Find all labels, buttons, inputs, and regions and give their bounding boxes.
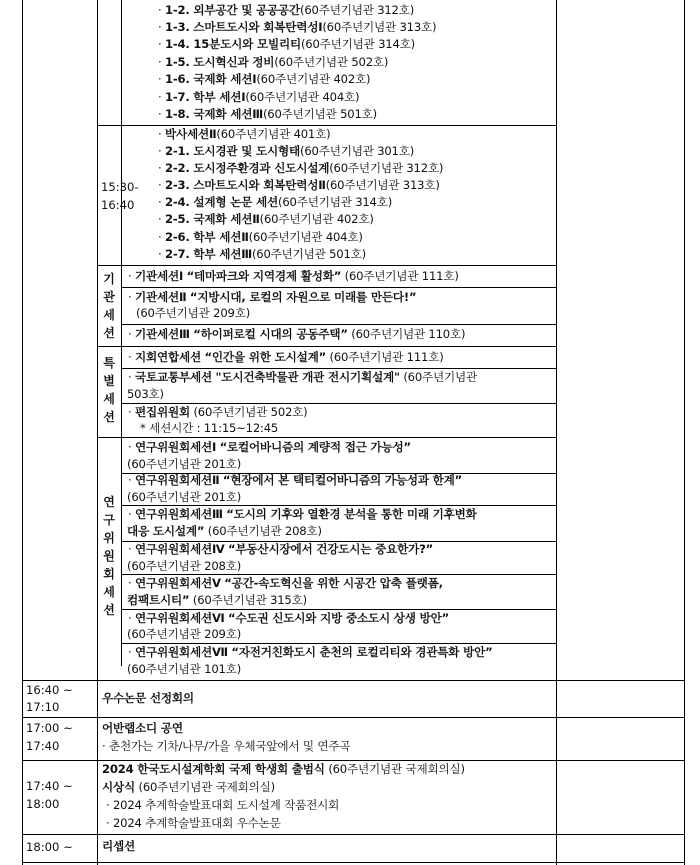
row-title: 어반랩소디 공연 — [102, 721, 183, 735]
row-time-start: 17:40 ~ — [26, 779, 73, 793]
list-item: · 1-8. 국제화 세션Ⅲ(60주년기념관 501호) — [158, 107, 377, 121]
research-session-label: 연 구 위 원 회 세 션 — [103, 495, 115, 617]
institution-session-row: · 기관세션Ⅰ “테마파크와 지역경제 활성화” (60주년기념관 111호) — [128, 269, 459, 283]
list-item: · 2-5. 국제화 세션Ⅱ(60주년기념관 402호) — [158, 212, 374, 226]
table-border-right — [684, 0, 685, 865]
institution-session-row: · 기관세션Ⅱ “지방시대, 로컬의 자원으로 미래를 만든다!” — [128, 290, 417, 304]
research-session-row: · 연구위원회세션Ⅴ “공간-속도혁신을 위한 시공간 압축 플랫폼, — [128, 576, 443, 590]
session2-time-end: 16:40 — [101, 198, 135, 212]
list-item: · 2024 추계학술발표대회 도시설계 작품전시회 — [106, 798, 340, 812]
research-session-room: (60주년기념관 101호) — [127, 662, 242, 676]
research-session-room: (60주년기념관 208호) — [127, 559, 242, 573]
research-session-room: (60주년기념관 209호) — [127, 627, 242, 641]
row-divider — [22, 680, 685, 681]
row-divider — [22, 834, 685, 835]
session-time-note: * 세션시간 : 11:15~12:45 — [140, 421, 279, 435]
row-divider — [22, 717, 685, 718]
list-item: · 1-3. 스마트도시와 회복탄력성Ⅰ(60주년기념관 313호) — [158, 20, 437, 34]
row-time-start: 18:00 ~ — [26, 840, 73, 854]
institution-session-row: · 기관세션Ⅲ “하이퍼로컬 시대의 공동주택” (60주년기념관 110호) — [128, 327, 466, 341]
list-item: · 2-3. 스마트도시와 회복탄력성Ⅱ(60주년기념관 313호) — [158, 178, 440, 192]
row-time-end: 17:40 — [26, 739, 60, 753]
column-divider-2 — [121, 265, 122, 666]
row-divider — [98, 437, 556, 438]
list-item: · 2-6. 학부 세션Ⅱ(60주년기념관 404호) — [158, 230, 363, 244]
row-divider — [122, 287, 556, 288]
row-time-start: 17:00 ~ — [26, 721, 73, 735]
research-session-row: · 연구위원회세션Ⅲ “도시의 기후와 열환경 분석을 통한 미래 기후변화 — [128, 507, 477, 521]
row-divider — [98, 265, 556, 266]
list-item: · 1-7. 학부 세션Ⅰ(60주년기념관 404호) — [158, 90, 360, 104]
list-item: · 2-7. 학부 세션Ⅲ(60주년기념관 501호) — [158, 247, 366, 261]
row-time-end: 17:10 — [26, 700, 60, 714]
list-item: · 박사세션Ⅱ(60주년기념관 401호) — [158, 127, 331, 141]
table-border-left — [22, 0, 23, 865]
special-session-row: · 국토교통부세션 "도시건축박물관 개관 전시기획설계" (60주년기념관 — [128, 370, 478, 384]
research-session-row: · 연구위원회세션Ⅶ “자전거친화도시 춘천의 로컬리티와 경관특화 방안” — [128, 645, 493, 659]
research-session-room: (60주년기념관 201호) — [127, 457, 242, 471]
row-time-start: 16:40 ~ — [26, 683, 73, 697]
list-item: · 1-2. 외부공간 및 공공공간(60주년기념관 312호) — [158, 3, 415, 17]
research-session-row: · 연구위원회세션Ⅰ “로컬어바니즘의 계량적 접근 가능성” — [128, 440, 411, 454]
list-item: · 2-2. 도시정주환경과 신도시설계(60주년기념관 312호) — [158, 161, 444, 175]
session2-time-start: 15:30- — [101, 180, 139, 194]
column-divider-3 — [556, 0, 557, 865]
row-title: 우수논문 선정회의 — [102, 691, 194, 705]
row-title: 리셉션 — [102, 839, 135, 853]
special-session-room: 503호) — [127, 387, 164, 401]
row-divider — [122, 324, 556, 325]
row-award: 시상식 (60주년기념관 국제회의실) — [102, 780, 275, 794]
institution-session-room: (60주년기념관 209호) — [136, 306, 251, 320]
research-session-row-cont: 컴팩트시티” (60주년기념관 315호) — [127, 593, 307, 607]
row-divider — [22, 862, 685, 863]
research-session-room: (60주년기념관 201호) — [127, 490, 242, 504]
row-time-end: 18:00 — [26, 797, 60, 811]
list-item: · 2-4. 설계형 논문 세션(60주년기념관 314호) — [158, 195, 393, 209]
list-item: · 1-4. 15분도시와 모빌리티(60주년기념관 314호) — [158, 37, 415, 51]
column-divider-1 — [97, 0, 98, 865]
list-item: · 2024 추계학술발표대회 우수논문 — [106, 816, 281, 830]
special-session-row: · 편집위원회 (60주년기념관 502호) — [128, 405, 308, 419]
research-session-row: · 연구위원회세션Ⅳ “부동산시장에서 건강도시는 중요한가?” — [128, 542, 434, 556]
research-session-row-cont: 대응 도시설계” (60주년기념관 208호) — [127, 524, 322, 538]
research-session-row: · 연구위원회세션Ⅱ “현장에서 본 택티컬어바니즘의 가능성과 한계” — [128, 473, 463, 487]
row-subtitle: · 춘천가는 기차/나무/가을 우체국앞에서 및 연주곡 — [102, 739, 351, 753]
institution-session-label: 기 관 세 션 — [103, 272, 115, 340]
list-item: · 1-6. 국제화 세션Ⅰ(60주년기념관 402호) — [158, 72, 371, 86]
research-session-row: · 연구위원회세션Ⅵ “수도권 신도시와 지방 중소도시 상생 방안” — [128, 611, 450, 625]
list-item: · 2-1. 도시경관 및 도시형태(60주년기념관 301호) — [158, 144, 415, 158]
special-session-row: · 지회연합세션 “인간을 위한 도시설계” (60주년기념관 111호) — [128, 350, 444, 364]
special-session-label: 특 별 세 션 — [103, 356, 115, 424]
row-divider — [98, 346, 556, 347]
row-title: 2024 한국도시설계학회 국제 학생회 출범식 (60주년기념관 국제회의실) — [102, 762, 465, 776]
session-divider — [121, 0, 122, 265]
list-item: · 1-5. 도시혁신과 정비(60주년기념관 502호) — [158, 55, 389, 69]
